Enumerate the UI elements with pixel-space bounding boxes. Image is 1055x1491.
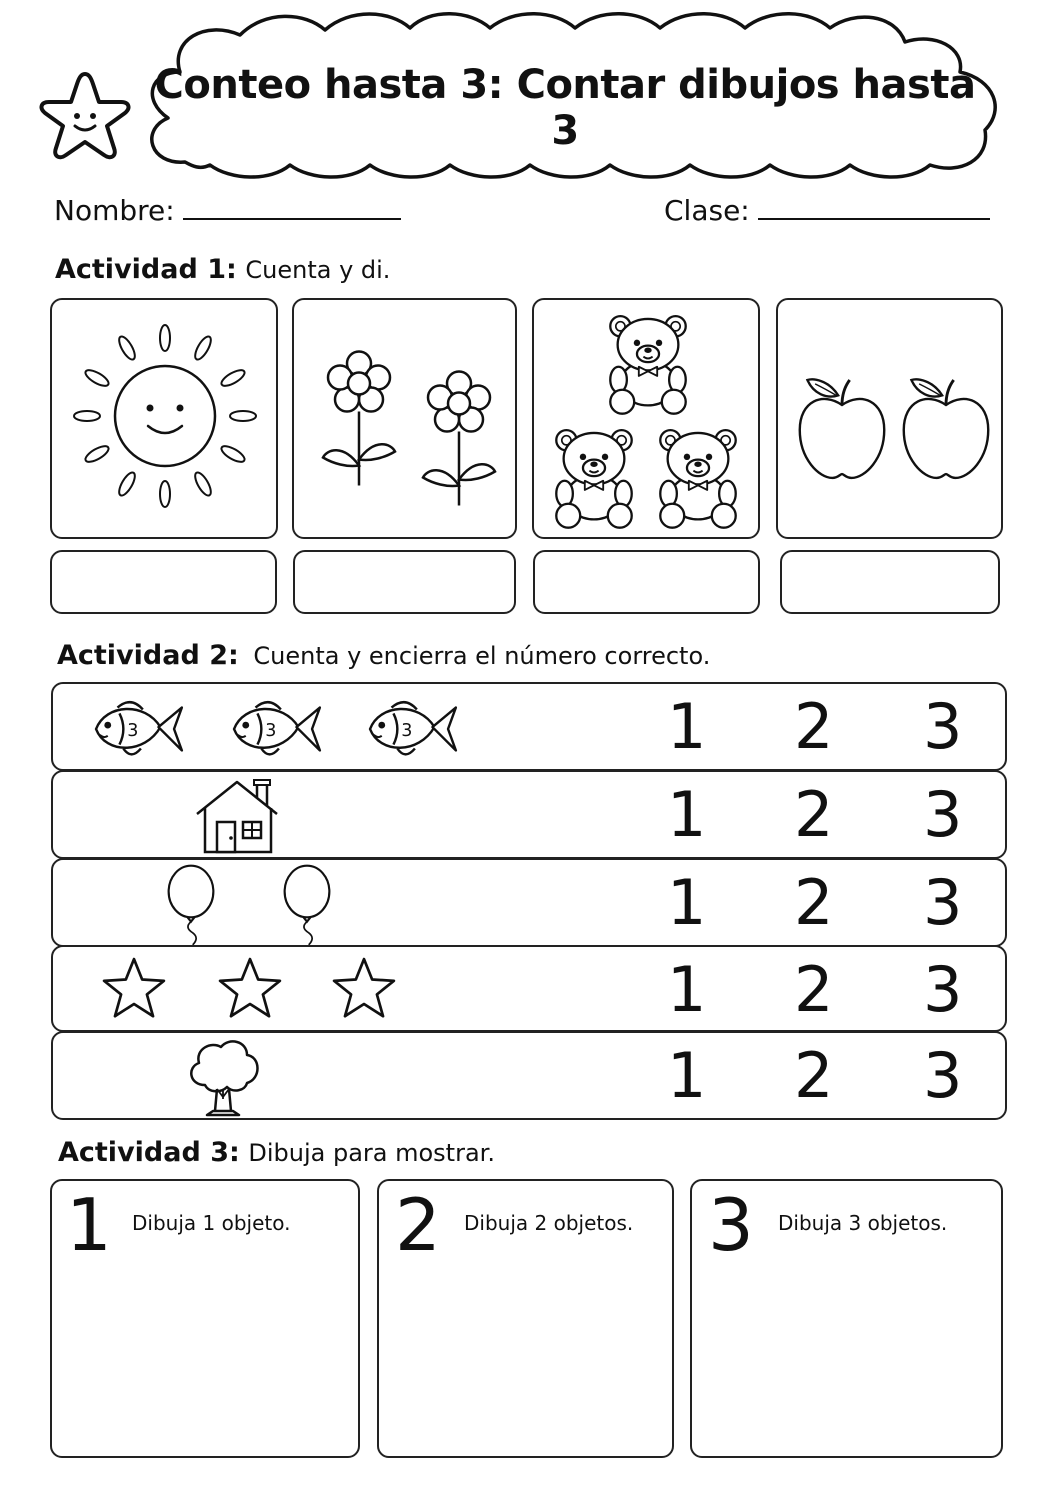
option-2[interactable]: 2	[794, 690, 834, 763]
draw-box-1[interactable]	[50, 1179, 360, 1458]
draw-box-2[interactable]	[377, 1179, 674, 1458]
teddy-bear-icon	[652, 426, 744, 530]
activity2-instruction: Cuenta y encierra el número correcto.	[253, 642, 711, 670]
count-row-house	[51, 770, 1007, 859]
fish-icon	[225, 690, 325, 768]
activity1-label: Actividad 1:	[55, 254, 237, 285]
activity3-instruction: Dibuja para mostrar.	[248, 1139, 495, 1167]
star-icon	[99, 955, 169, 1023]
activity1-heading	[55, 254, 390, 285]
count-row-stars	[51, 945, 1007, 1032]
answer-box-apples[interactable]	[780, 550, 1000, 614]
activity3-heading	[58, 1137, 495, 1168]
house-icon	[193, 776, 283, 856]
page-title: Conteo hasta 3: Contar dibujos hasta 3	[154, 62, 976, 154]
card-sun	[50, 298, 278, 539]
teddy-bear-icon	[548, 426, 640, 530]
flower-icon	[319, 345, 399, 490]
option-1[interactable]: 1	[667, 1039, 707, 1112]
sun-icon	[70, 318, 260, 518]
option-1[interactable]: 1	[667, 953, 707, 1026]
draw-number: 1	[66, 1183, 112, 1267]
answer-box-sun[interactable]	[50, 550, 277, 614]
option-3[interactable]: 3	[923, 778, 963, 851]
answer-box-bears[interactable]	[533, 550, 760, 614]
star-icon	[215, 955, 285, 1023]
count-row-balloons	[51, 858, 1007, 947]
fish-icon	[361, 690, 461, 768]
option-1[interactable]: 1	[667, 690, 707, 763]
card-bears	[532, 298, 760, 539]
count-row-tree	[51, 1031, 1007, 1120]
option-3[interactable]: 3	[923, 1039, 963, 1112]
option-2[interactable]: 2	[794, 1039, 834, 1112]
activity1-instruction: Cuenta y di.	[245, 256, 391, 284]
option-2[interactable]: 2	[794, 953, 834, 1026]
option-1[interactable]: 1	[667, 866, 707, 939]
class-field[interactable]	[758, 218, 990, 220]
card-flowers	[292, 298, 517, 539]
option-3[interactable]: 3	[923, 866, 963, 939]
count-row-fish	[51, 682, 1007, 771]
draw-instruction: Dibuja 3 objetos.	[778, 1211, 948, 1235]
fish-icon	[87, 690, 187, 768]
option-3[interactable]: 3	[923, 953, 963, 1026]
balloon-icon	[279, 864, 335, 950]
class-label: Clase:	[664, 194, 750, 227]
apple-icon	[794, 370, 890, 486]
balloon-icon	[163, 864, 219, 950]
draw-instruction: Dibuja 2 objetos.	[464, 1211, 634, 1235]
star-icon	[329, 955, 399, 1023]
option-2[interactable]: 2	[794, 866, 834, 939]
draw-number: 3	[708, 1183, 754, 1267]
smiling-star-icon	[34, 70, 136, 170]
name-label: Nombre:	[54, 194, 175, 227]
tree-icon	[185, 1037, 263, 1119]
option-1[interactable]: 1	[667, 778, 707, 851]
option-2[interactable]: 2	[794, 778, 834, 851]
draw-box-3[interactable]	[690, 1179, 1003, 1458]
apple-icon	[898, 370, 994, 486]
flower-icon	[419, 365, 499, 510]
draw-instruction: Dibuja 1 objeto.	[132, 1211, 291, 1235]
card-apples	[776, 298, 1003, 539]
teddy-bear-icon	[602, 312, 694, 416]
draw-number: 2	[395, 1183, 441, 1267]
answer-box-flowers[interactable]	[293, 550, 516, 614]
activity2-heading	[57, 640, 710, 671]
option-3[interactable]: 3	[923, 690, 963, 763]
activity2-label: Actividad 2:	[57, 640, 239, 671]
name-field[interactable]	[183, 218, 401, 220]
activity3-label: Actividad 3:	[58, 1137, 240, 1168]
